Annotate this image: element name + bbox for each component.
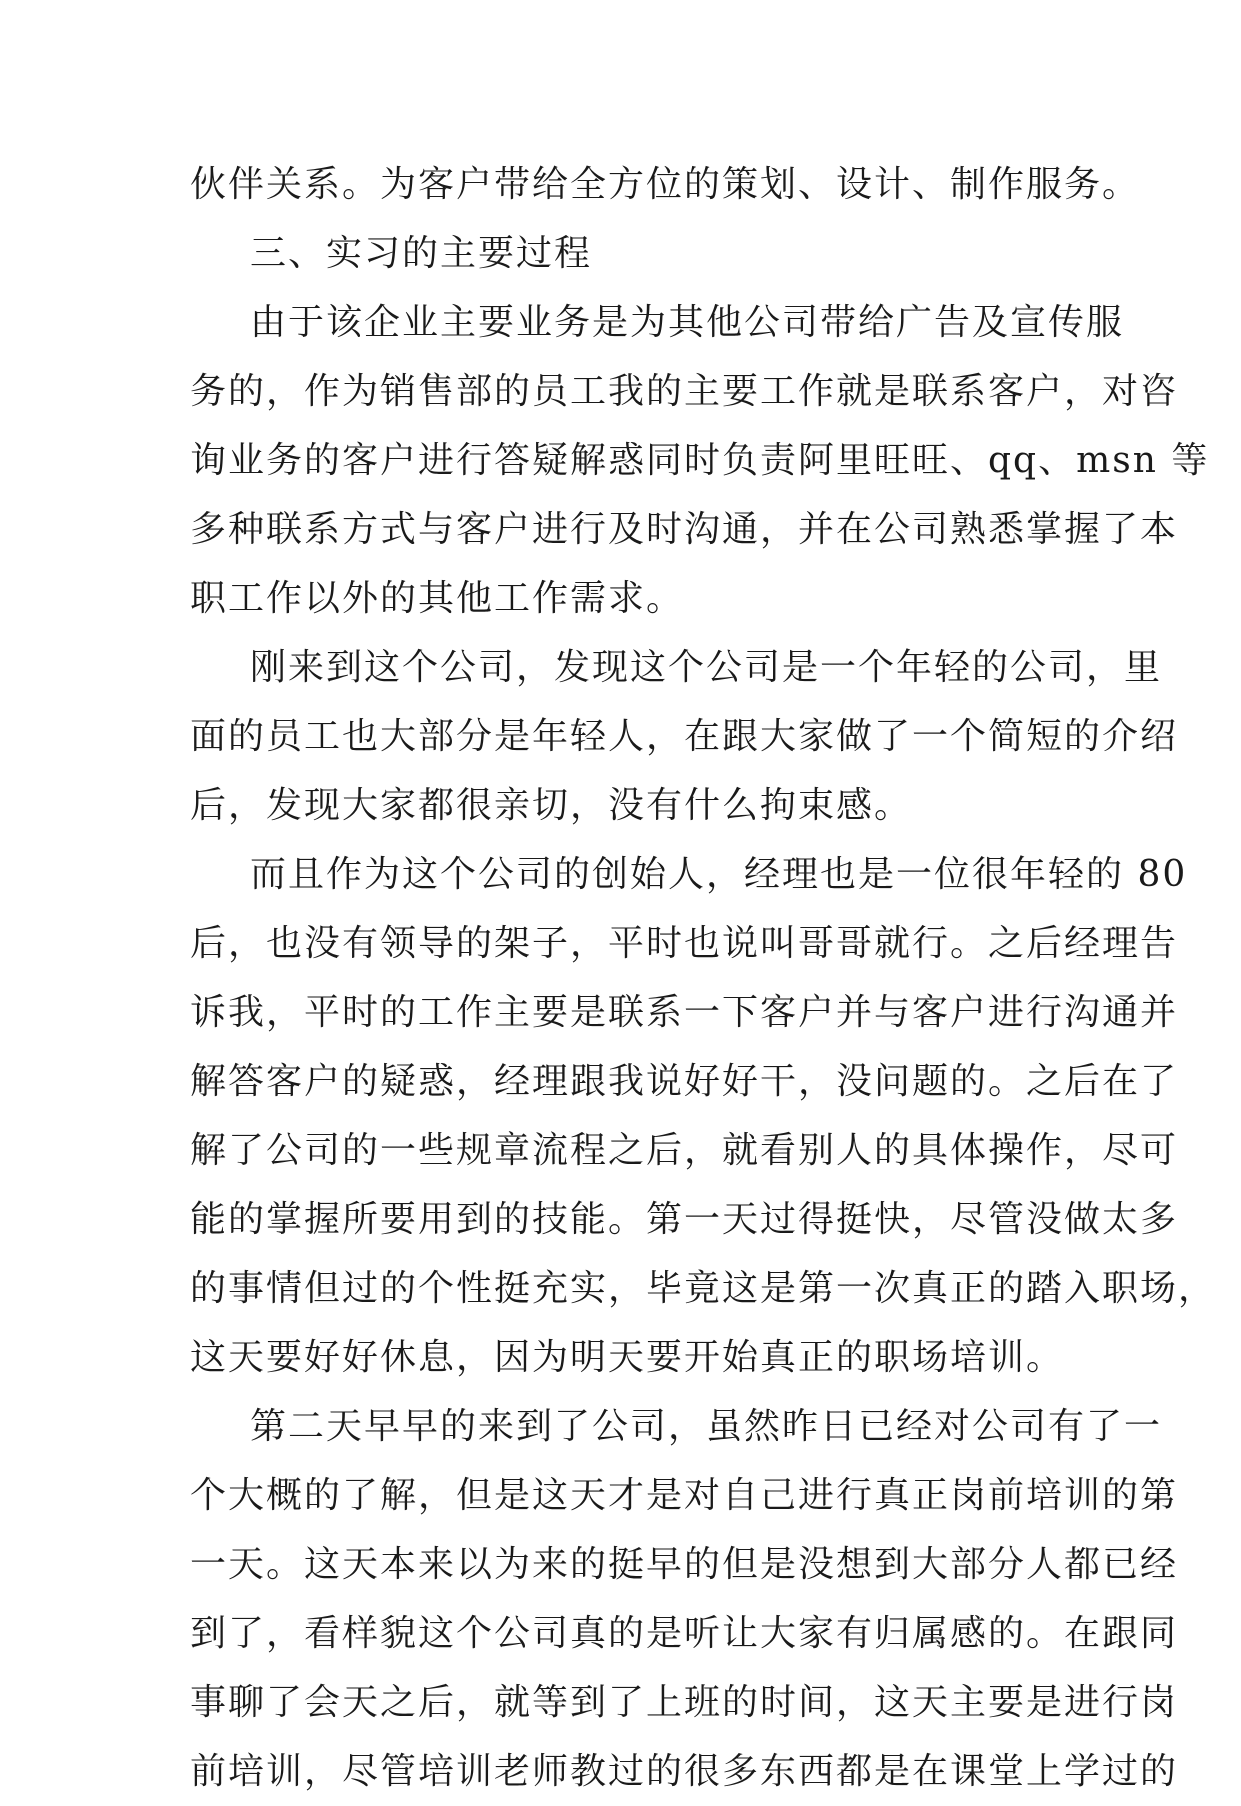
paragraph-line: 到了，看样貌这个公司真的是听让大家有归属感的。在跟同: [190, 1613, 1179, 1654]
paragraph-line: 后，发现大家都很亲切，没有什么拘束感。: [190, 785, 913, 826]
paragraph-line: 后，也没有领导的架子，平时也说叫哥哥就行。之后经理告: [190, 923, 1179, 964]
paragraph-line: 事聊了会天之后，就等到了上班的时间，这天主要是进行岗: [190, 1682, 1179, 1723]
paragraph-line: 而且作为这个公司的创始人，经理也是一位很年轻的 80: [250, 854, 1188, 895]
paragraph-line: 第二天早早的来到了公司，虽然昨日已经对公司有了一: [250, 1406, 1163, 1447]
paragraph-line: 诉我，平时的工作主要是联系一下客户并与客户进行沟通并: [190, 992, 1179, 1033]
paragraph-line: 务的，作为销售部的员工我的主要工作就是联系客户，对咨: [190, 371, 1179, 412]
paragraph-line: 前培训，尽管培训老师教过的很多东西都是在课堂上学过的: [190, 1751, 1179, 1792]
paragraph-line: 这天要好好休息，因为明天要开始真正的职场培训。: [190, 1337, 1065, 1378]
paragraph-line: 个大概的了解，但是这天才是对自己进行真正岗前培训的第: [190, 1475, 1179, 1516]
paragraph-line: 能的掌握所要用到的技能。第一天过得挺快，尽管没做太多: [190, 1199, 1179, 1240]
paragraph-line: 一天。这天本来以为来的挺早的但是没想到大部分人都已经: [190, 1544, 1179, 1585]
section-heading: 三、实习的主要过程: [250, 233, 593, 274]
paragraph-line: 面的员工也大部分是年轻人，在跟大家做了一个简短的介绍: [190, 716, 1179, 757]
paragraph-line: 解答客户的疑惑，经理跟我说好好干，没问题的。之后在了: [190, 1061, 1179, 1102]
paragraph-line: 解了公司的一些规章流程之后，就看别人的具体操作，尽可: [190, 1130, 1179, 1171]
paragraph-line: 职工作以外的其他工作需求。: [190, 578, 685, 619]
paragraph-line: 伙伴关系。为客户带给全方位的策划、设计、制作服务。: [190, 164, 1141, 205]
document-body: [190, 150, 1217, 1806]
paragraph-line: 询业务的客户进行答疑解惑同时负责阿里旺旺、qq、msn 等: [190, 440, 1210, 481]
paragraph-line: 多种联系方式与客户进行及时沟通，并在公司熟悉掌握了本: [190, 509, 1179, 550]
paragraph-line: 由于该企业主要业务是为其他公司带给广告及宣传服: [250, 302, 1125, 343]
paragraph-line: 的事情但过的个性挺充实，毕竟这是第一次真正的踏入职场，: [190, 1268, 1217, 1309]
paragraph-line: 刚来到这个公司，发现这个公司是一个年轻的公司，里: [250, 647, 1163, 688]
